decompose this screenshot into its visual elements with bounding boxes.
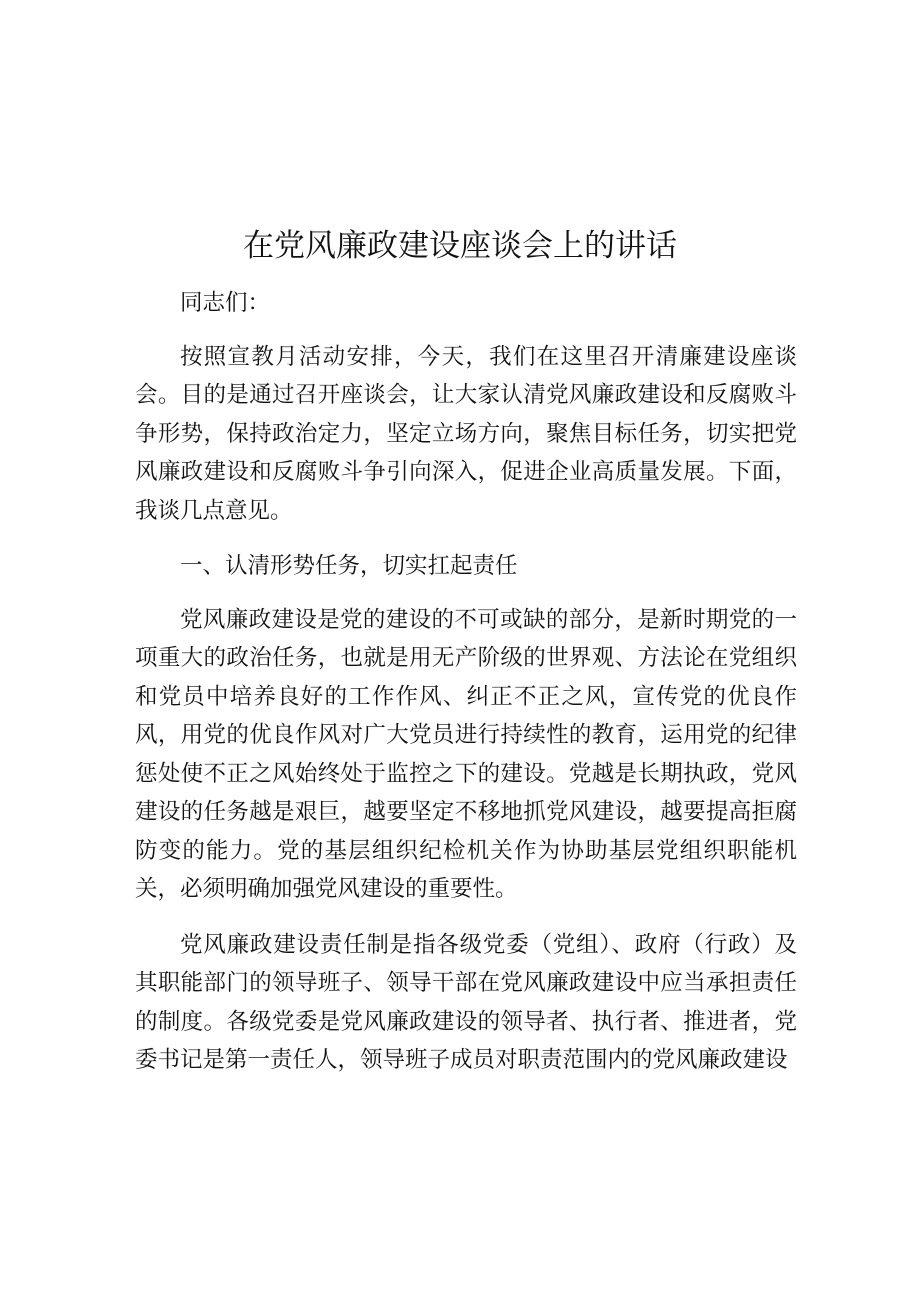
document-title: 在党风廉政建设座谈会上的讲话 <box>243 228 677 264</box>
document-body <box>135 284 797 1097</box>
section-heading-1: 一、认清形势任务，切实扛起责任 <box>180 553 518 579</box>
paragraph-intro: 按照宣教月活动安排，今天，我们在这里召开清廉建设座谈会。目的是通过召开座谈会，让大家认清党风廉政建设和反腐败斗争形势，保持政治定力，坚定立场方向，聚焦目标任务，切实把党风廉政建设和反腐败斗争引向深入，促进企业高质量发展。下面，我谈几点意见。 <box>135 343 797 524</box>
paragraph-responsibility-system: 党风廉政建设责任制是指各级党委（党组）、政府（行政）及其职能部门的领导班子、领导干部在党风廉政建设中应当承担责任的制度。各级党委是党风廉政建设的领导者、执行者、推进者，党委书记是第一责任人，领导班子成员对职责范围内的党风廉政建设 <box>135 931 797 1073</box>
salutation: 同志们： <box>180 290 271 316</box>
paragraph-party-style: 党风廉政建设是党的建设的不可或缺的部分，是新时期党的一项重大的政治任务，也就是用无产阶级的世界观、方法论在党组织和党员中培养良好的工作作风、纠正不正之风，宣传党的优良作风，用党的优良作风对广大党员进行持续性的教育，运用党的纪律惩处使不正之风始终处于监控之下的建设。党越是长期执政，党风建设的任务越是艰巨，越要坚定不移地抓党风建设，越要提高拒腐防变的能力。党的基层组织纪检机关作为协助基层党组织职能机关，必须明确加强党风建设的重要性。 <box>135 606 797 902</box>
